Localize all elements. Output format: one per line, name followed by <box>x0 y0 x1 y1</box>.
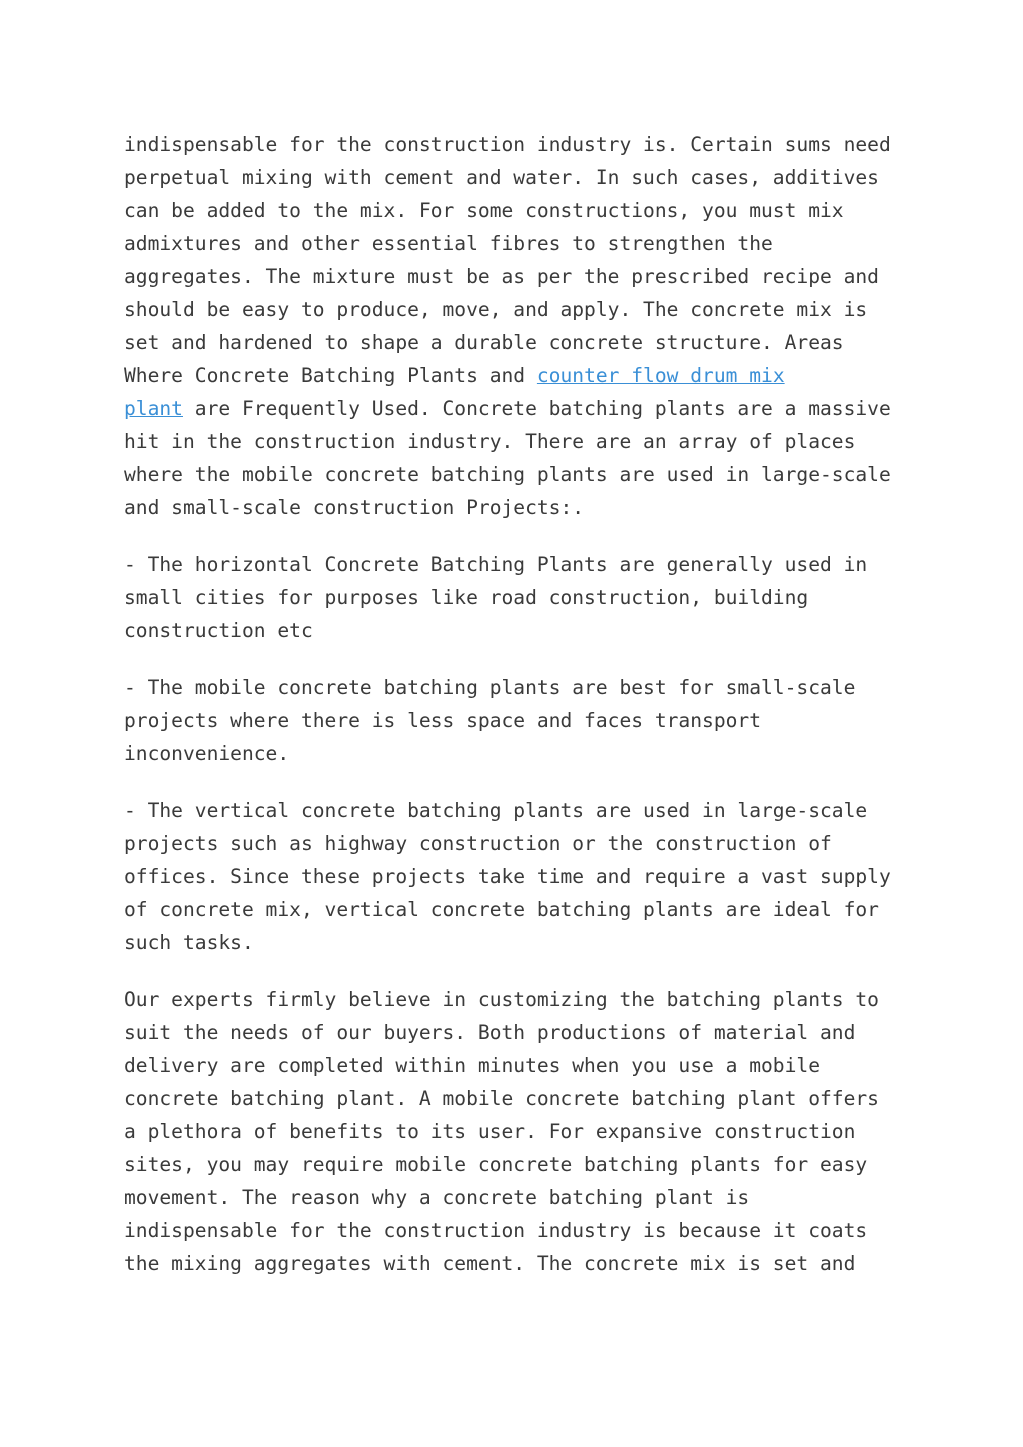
bullet-horizontal-plants: - The horizontal Concrete Batching Plants are generally used in small cities for purposes like road construction, building construction etc <box>124 553 868 642</box>
intro-text-before-link: indispensable for the construction industry is. Certain sums need perpetual mixing with cement and water. In such cases, additives can be added to the mix. For some constructions, you must mix admixtures and other essential fibres to strengthen the aggregates. The mixture must be as per the prescribed recipe and should be easy to produce, move, and apply. The concrete mix is set and hardened to shape a durable concrete structure. Areas Where Concrete Batching Plants and <box>124 133 891 387</box>
document-page <box>124 128 914 1304</box>
intro-paragraph <box>124 128 914 524</box>
bullet-vertical-plants: - The vertical concrete batching plants are used in large-scale projects such as highway construction or the construction of offices. Since these projects take time and require a vast supply of concrete mix, vertical concrete batching plants are ideal for such tasks. <box>124 799 891 954</box>
bullet-mobile-plants: - The mobile concrete batching plants are best for small-scale projects where there is less space and faces transport inconvenience. <box>124 676 856 765</box>
experts-paragraph: Our experts firmly believe in customizing the batching plants to suit the needs of our buyers. Both productions of material and delivery are completed within minutes when you use a mobile concrete batching plant. A mobile concrete batching plant offers a plethora of benefits to its user. For expansive construction sites, you may require mobile concrete batching plants for easy movement. The reason why a concrete batching plant is indispensable for the construction industry is because it coats the mixing aggregates with cement. The concrete mix is set and <box>124 988 879 1275</box>
intro-text-after-link: are Frequently Used. Concrete batching plants are a massive hit in the construction industry. There are an array of places where the mobile concrete batching plants are used in large-scale and small-scale construction Projects:. <box>124 397 891 519</box>
counter-flow-drum-mix-plant-link[interactable]: counter flow drum mix plant <box>124 364 785 420</box>
